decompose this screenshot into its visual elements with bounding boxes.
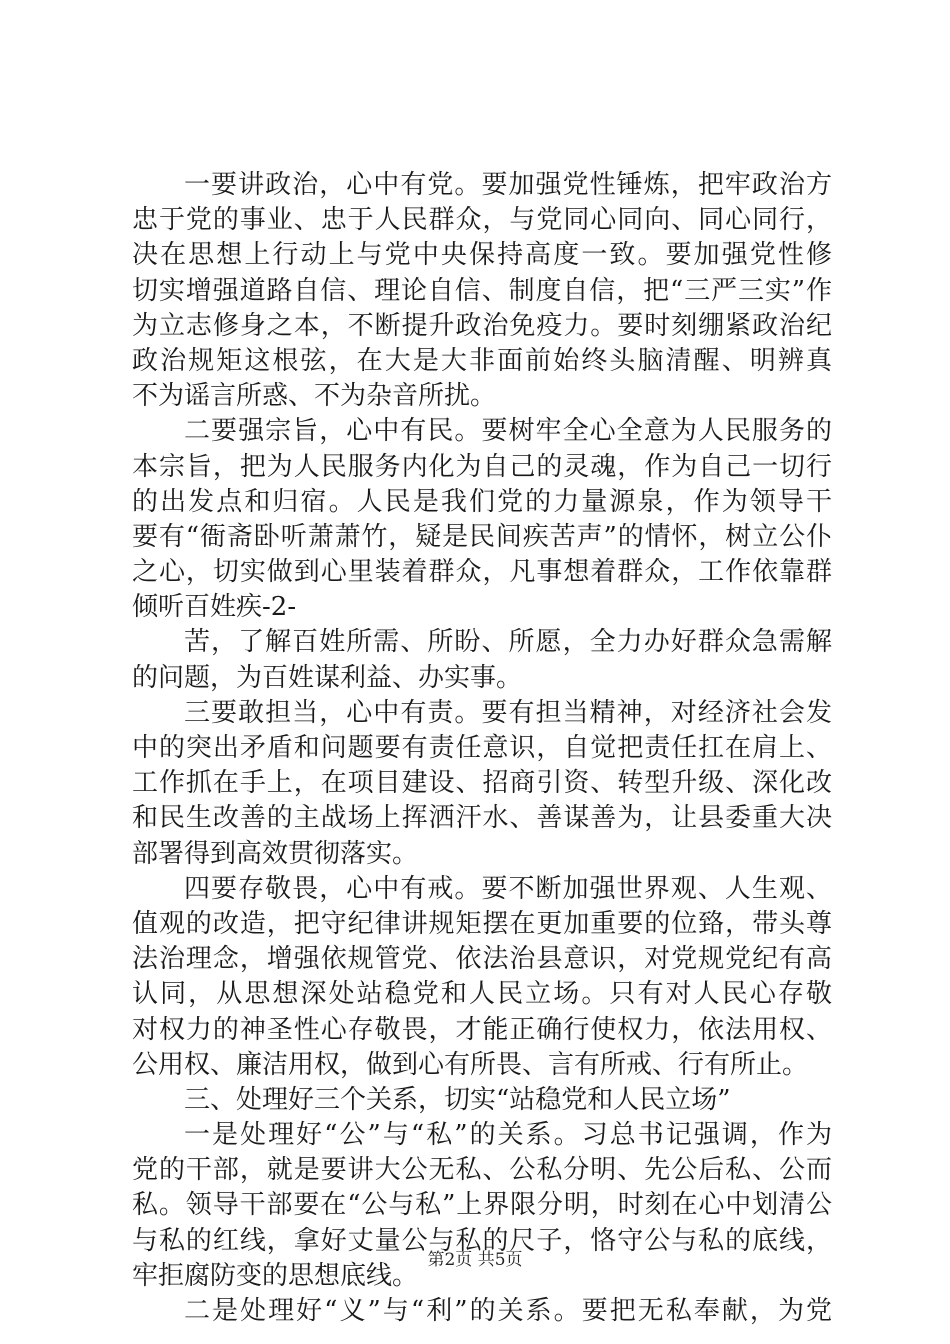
text-line: 牢拒腐防变的思想底线。 [132, 1260, 419, 1291]
text-line: 和民生改善的主战场上挥洒汗水、善谋善为，让县委重大决 [132, 803, 832, 834]
text-line: 对权力的神圣性心存敬畏，才能正确行使权力，依法用权、 [132, 1014, 832, 1045]
text-line: 二要强宗旨，心中有民。要树牢全心全意为人民服务的 [184, 416, 832, 447]
text-line: 公用权、廉洁用权，做到心有所畏、言有所戒、行有所止。 [132, 1049, 809, 1080]
text-line: 二是处理好“义”与“利”的关系。要把无私奉献，为党 [184, 1296, 832, 1326]
text-line: 的出发点和归宿。人民是我们党的力量源泉，作为领导干 [132, 486, 832, 517]
text-line: 倾听百姓疾-2- [132, 592, 297, 623]
text-line: 部署得到高效贯彻落实。 [132, 838, 419, 869]
text-line: 三要敢担当，心中有责。要有担当精神，对经济社会发 [184, 697, 832, 728]
text-line: 之心，切实做到心里装着群众，凡事想着群众，工作依靠群 [132, 557, 832, 588]
text-line: 苦，了解百姓所需、所盼、所愿，全力办好群众急需解 [184, 627, 832, 658]
text-line: 私。领导干部要在“公与私”上界限分明，时刻在心中划清公 [132, 1190, 832, 1221]
text-line: 三、处理好三个关系，切实“站稳党和人民立场” [184, 1084, 731, 1115]
text-line: 法治理念，增强依规管党、依法治县意识，对党规党纪有高 [132, 944, 832, 975]
text-line: 忠于党的事业、忠于人民群众，与党同心同向、同心同行， [132, 205, 832, 236]
page-footer: 第2页 共5页 [427, 1250, 523, 1270]
text-line: 一是处理好“公”与“私”的关系。习总书记强调，作为 [184, 1120, 832, 1151]
body-text [132, 168, 832, 1329]
text-line: 认同，从思想深处站稳党和人民立场。只有对人民心存敬 [132, 979, 832, 1010]
text-line: 四要存敬畏，心中有戒。要不断加强世界观、人生观、 [184, 873, 832, 904]
text-line: 要有“衙斋卧听萧萧竹，疑是民间疾苦声”的情怀，树立公仆 [132, 521, 832, 552]
text-line: 的问题，为百姓谋利益、办实事。 [132, 662, 523, 693]
text-line: 中的突出矛盾和问题要有责任意识，自觉把责任扛在肩上、 [132, 733, 832, 763]
text-line: 值观的改造，把守纪律讲规矩摆在更加重要的位臵，带头尊 [132, 908, 832, 939]
text-line: 与私的红线，拿好丈量公与私的尺子，恪守公与私的底线， [132, 1225, 832, 1256]
text-line: 切实增强道路自信、理论自信、制度自信，把“三严三实”作 [132, 275, 832, 306]
text-line: 决在思想上行动上与党中央保持高度一致。要加强党性修 [132, 240, 832, 271]
text-line: 党的干部，就是要讲大公无私、公私分明、先公后私、公而 [132, 1155, 832, 1186]
text-line: 不为谣言所惑、不为杂音所扰。 [132, 381, 497, 412]
text-line: 本宗旨，把为人民服务内化为自己的灵魂，作为自己一切行 [132, 451, 832, 482]
text-line: 一要讲政治，心中有党。要加强党性锤炼，把牢政治方 [184, 170, 832, 200]
text-line: 为立志修身之本，不断提升政治免疫力。要时刻绷紧政治纪 [132, 310, 832, 341]
text-line: 政治规矩这根弦，在大是大非面前始终头脑清醒、明辨真 [132, 345, 832, 376]
text-line: 工作抓在手上，在项目建设、招商引资、转型升级、深化改 [132, 768, 832, 799]
